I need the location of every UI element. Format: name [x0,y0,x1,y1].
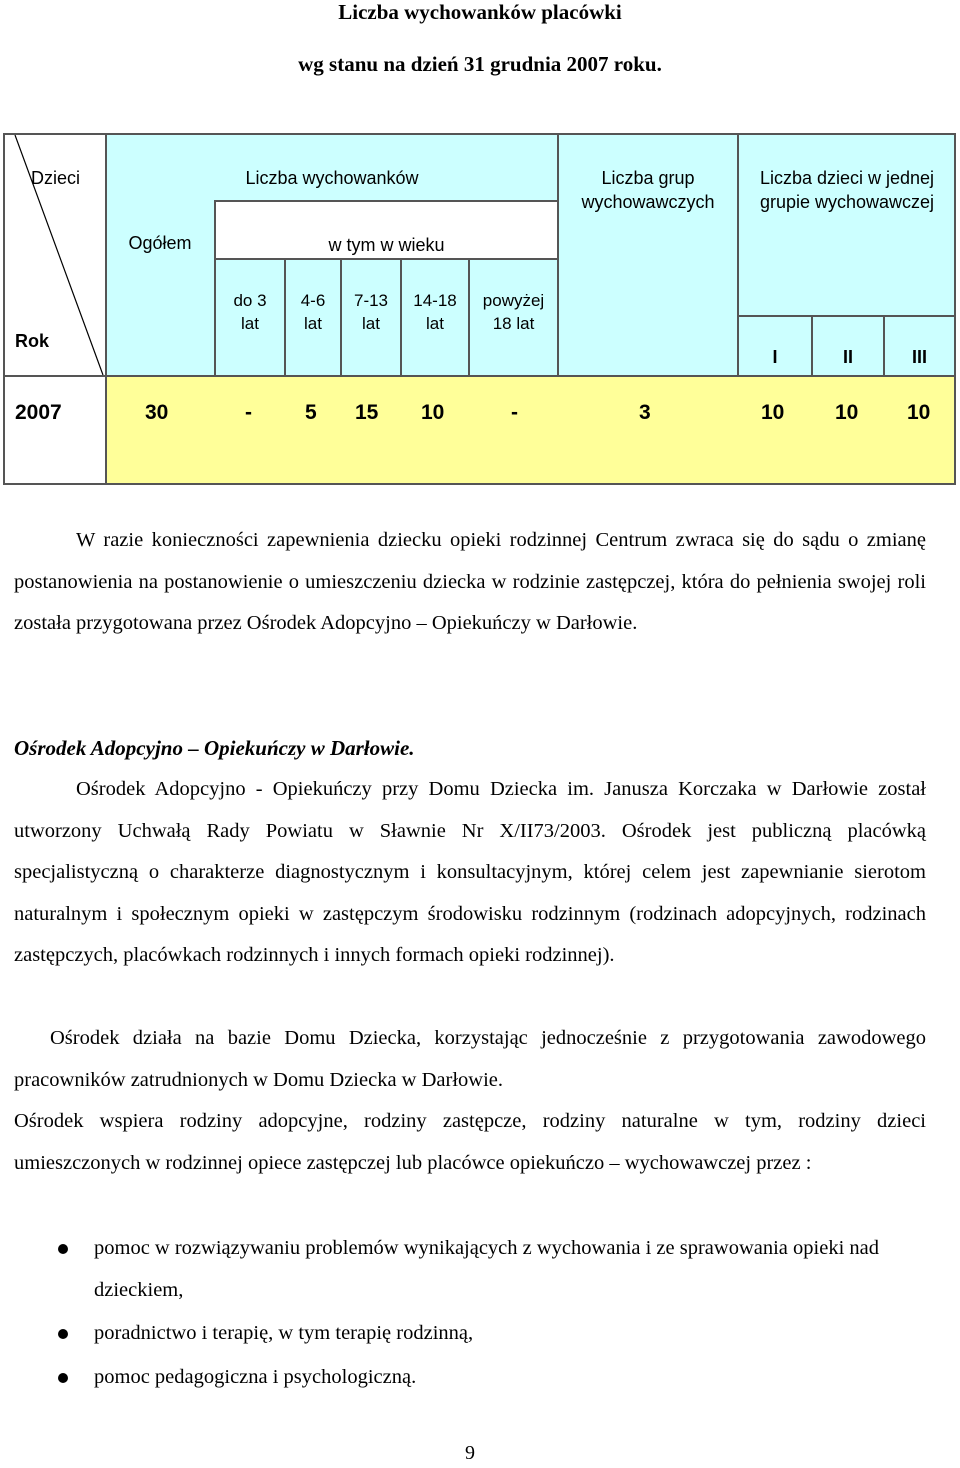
year-cell [3,375,107,485]
age-group-3: 7-13 lat [353,291,389,333]
w-tym-label: w tym w wieku [328,235,445,255]
row-age-5: - [511,401,518,424]
list-item: pomoc pedagogiczna i psychologiczną. [14,1357,934,1399]
page-number: 9 [465,1442,475,1464]
bullet-list [14,1228,934,1398]
paragraph-1: W razie konieczności zapewnienia dziecku opieki rodzinnej Centrum zwraca się do sądu o zmianę postanowienia na postanowienie o umieszczeniu dziecka w rodzinie zastępczej, która do pełnienia swojej roli została przygotowana przez Ośrodek Adopcyjno – Opiekuńczy w Darłowie. [14,529,926,635]
bullet-icon [58,1244,68,1254]
list-item: pomoc w rozwiązywaniu problemów wynikających z wychowania i ze sprawowania opieki nad dzieckiem, [14,1228,934,1311]
paragraph-3: Ośrodek działa na bazie Domu Dziecka, korzystając jednocześnie z przygotowania zawodowego pracowników zatrudnionych w Domu Dziecka w Darłowie. [14,1027,926,1091]
page-subtitle: wg stanu na dzień 31 grudnia 2007 roku. [298,52,662,76]
row-year: 2007 [15,401,62,424]
section-heading: Ośrodek Adopcyjno – Opiekuńczy w Darłowie. [14,736,415,760]
bullet-icon [58,1373,68,1383]
corner-bottom-label: Rok [15,331,50,351]
row-group-3: 10 [907,401,931,424]
group-label-1: I [772,347,778,367]
row-group-1: 10 [761,401,785,424]
statistics-table [3,133,956,485]
dzieci-w-grupie-label: Liczba dzieci w jednej grupie wychowawczej [759,168,935,213]
data-row [105,375,956,485]
ogolem-label: Ogółem [128,233,192,253]
age-group-5: powyżej 18 lat [482,291,545,333]
page-title: Liczba wychowanków placówki [338,0,622,24]
age-group-1: do 3 lat [233,291,267,333]
row-age-2: 5 [305,401,317,424]
age-group-2: 4-6 lat [300,291,326,333]
paragraph-4: Ośrodek wspiera rodziny adopcyjne, rodziny zastępcze, rodziny naturalne w tym, rodziny dzieci umieszczonych w rodzinnej opiece zastępczej lub placówce opiekuńczo – wychowawczej przez : [14,1110,926,1174]
group-label-3: III [911,347,927,367]
group-label-2: II [842,347,853,367]
row-age-4: 10 [421,401,445,424]
row-age-1: - [245,401,252,424]
paragraph-2: Ośrodek Adopcyjno - Opiekuńczy przy Domu Dziecka im. Janusza Korczaka w Darłowie został utworzony Uchwałą Rady Powiatu w Sławnie Nr X/II73/2003. Ośrodek jest publiczną placówką specjalistyczną o charakterze diagnostycznym i konsultacyjnym, której celem jest zapewnianie sierotom naturalnym i społecznym opieki w zastępczym środowisku rodzinnym (rodzinach adopcyjnych, rodzinach zastępczych, placówkach rodzinnych i innych formach opieki rodzinnej). [14,778,926,967]
row-grup: 3 [639,401,651,424]
row-age-3: 15 [355,401,379,424]
liczba-wychowankow-label: Liczba wychowanków [245,168,419,188]
row-group-2: 10 [835,401,859,424]
row-ogolem: 30 [145,401,169,424]
bullet-icon [58,1329,68,1339]
list-item: poradnictwo i terapię, w tym terapię rodzinną, [14,1313,934,1355]
corner-top-label: Dzieci [31,168,81,188]
age-group-4: 14-18 lat [413,291,457,333]
liczba-grup-label: Liczba grup wychowawczych [581,168,715,213]
